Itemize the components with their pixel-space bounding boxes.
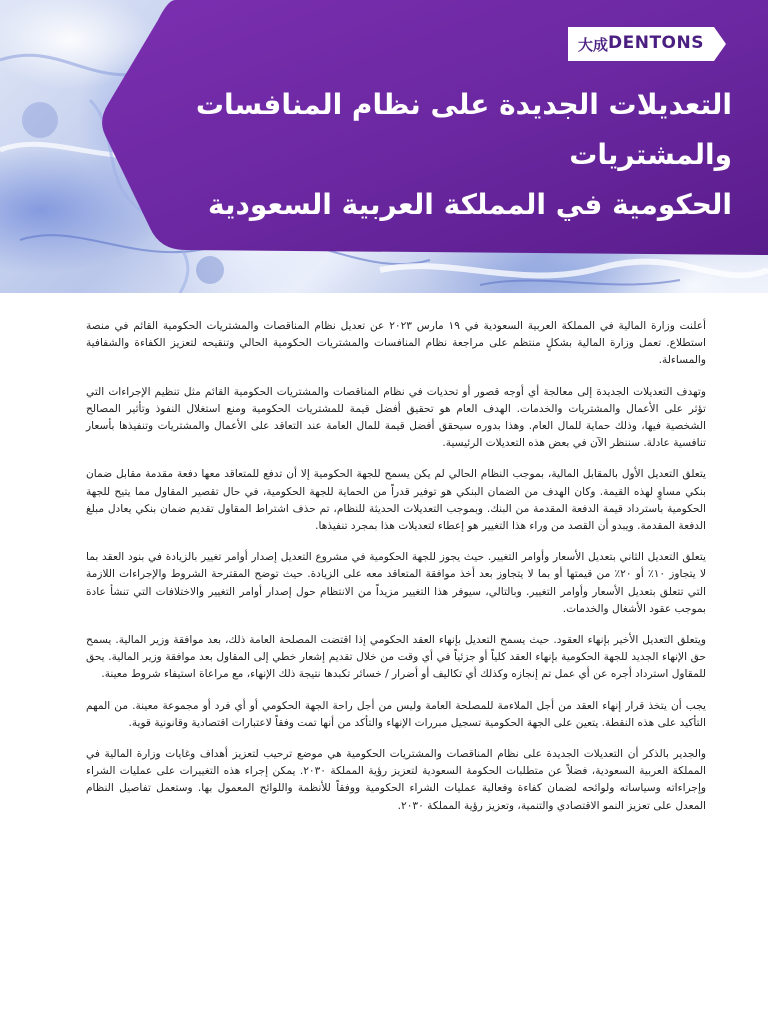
paragraph-5: ويتعلق التعديل الأخير بإنهاء العقود. حيث يسمح التعديل بإنهاء العقد الحكومي إذا اقتضت المصلحة العامة ذلك، بعد موافقة وزير المالية. يسمح حق الإنهاء الجديد للجهة الحكومية بإنهاء العقد كلياً أو جزئياً في أي وقت من خلال تقديم إشعار خطي إلى المقاول بعد موافقة وزير المالية. يحق للمقاول استرداد أجره عن أي عمل تم إنجازه وكذلك أي تكاليف أو أضرار / خسائر تكبدها نتيجة ذلك الإنهاء، مع مراعاة استيفاء شروط معينة. <box>86 634 706 681</box>
paragraph-1: أعلنت وزارة المالية في المملكة العربية السعودية في ١٩ مارس ٢٠٢٣ عن تعديل نظام المناقصات والمشتريات الحكومية القائم في منصة استطلاع. تعمل وزارة المالية بشكلٍ منتظم على مراجعة نظام المنافسات والمشتريات الحكومية الحالي وتنقيحه لتعزيز الكفاءة والشفافية والمساءلة. <box>86 320 707 367</box>
article-body <box>86 318 706 829</box>
paragraph-7: والجدير بالذكر أن التعديلات الجديدة على نظام المناقصات والمشتريات الحكومية هي موضع ترحيب لتعزيز أهداف وغايات وزارة المالية في المملكة العربية السعودية، فضلاً عن متطلبات الحكومة السعودية لتعزيز رؤية المملكة ٢٠٣٠. يمكن إجراء هذه التغييرات على عمليات الشراء وإجراءاته وسياساته ولوائحه لضمان كفاءة وفعالية عمليات الشراء الحكومية ووفقاً للأنظمة واللوائح المعمول بها. وستعمل تفاصيل النظام المعدل على تعزيز النمو الاقتصادي والتنمية، وتعزيز رؤية المملكة ٢٠٣٠. <box>86 748 707 812</box>
page-title <box>172 80 732 230</box>
header-banner <box>0 0 768 293</box>
title-line-1: التعديلات الجديدة على نظام المنافسات والمشتريات <box>195 88 732 171</box>
dentons-logo <box>568 27 728 61</box>
paragraph-6: يجب أن يتخذ قرار إنهاء العقد من أجل الملاءمة للمصلحة العامة وليس من أجل راحة الجهة الحكومي أو أي فرد أو مجموعة معينة. من المهم التأكيد على هذه النقطة. يتعين على الجهة الحكومية تسجيل مبررات الإنهاء والتأكد من أنها تمت وفقاً لاعتبارات اقتصادية وقانونية قوية. <box>86 699 706 729</box>
paragraph-2: وتهدف التعديلات الجديدة إلى معالجة أي أوجه قصور أو تحديات في نظام المناقصات والمشتريات الحكومية القائم مثل تنظيم الإجراءات التي تؤثر على الأعمال والمشتريات والخدمات. الهدف العام هو تحقيق أفضل قيمة للمشتريات الحكومية ومنع استغلال النفوذ وتأثير المصالح الشخصية فيها، وذلك حماية للمال العام. وهذا بدوره سيحقق أفضل قيمة للمال العامة عند التعاقد على الأعمال والمشتريات وتنفيذها بأسعار تنافسية عادلة. سننظر الآن في بعض هذه التعديلات الرئيسية. <box>86 385 706 450</box>
title-line-2: الحكومية في المملكة العربية السعودية <box>208 188 732 221</box>
paragraph-3: يتعلق التعديل الأول بالمقابل المالية، بموجب النظام الحالي لم يكن يسمح للجهة الحكومية إلا أن تدفع للمتعاقد معها دفعة مقدمة مقابل ضمان بنكي مساوٍ لهذه القيمة. وكان الهدف من الضمان البنكي هو توفير قدراً من الحماية للجهة الحكومية، في حال تقصير المقاول مما يتيح للجهة الحكومية باسترداد قيمة الدفعة المقدمة من البنك. وبموجب التعديلات الحديثة للنظام، تم حذف اشتراط المقاول تقديم ضمان بنكي يعادل مبلغ الدفعة المقدمة. ويبدو أن القصد من وراء هذا التغيير هو إعطاء لتعديلات هذا بمجرد تنفيذها. <box>86 468 706 533</box>
paragraph-4: يتعلق التعديل الثاني بتعديل الأسعار وأوامر التغيير. حيث يجوز للجهة الحكومية في مشروع التعديل إصدار أوامر تغيير بالزيادة في بنود العقد بما لا يتجاوز ١٠٪ أو ٢٠٪ من قيمتها أو بما لا يتجاوز بعد أخذ موافقة المتعاقد معه على الزيادة. حيث توضح المقترحة الشروط والإجراءات اللازمة التي تتعلق بتعديل الأسعار وأوامر التغيير. وبالتالي، سيوفر هذا التغيير مزيداً من الانتظام حول إصدار أوامر التغيير والاختلافات التي تنشأ عادة بموجب عقود الأشغال والخدمات. <box>86 551 706 615</box>
logo-wordmark: DENTONS <box>608 33 704 53</box>
logo-mark: 大成 <box>578 36 609 54</box>
